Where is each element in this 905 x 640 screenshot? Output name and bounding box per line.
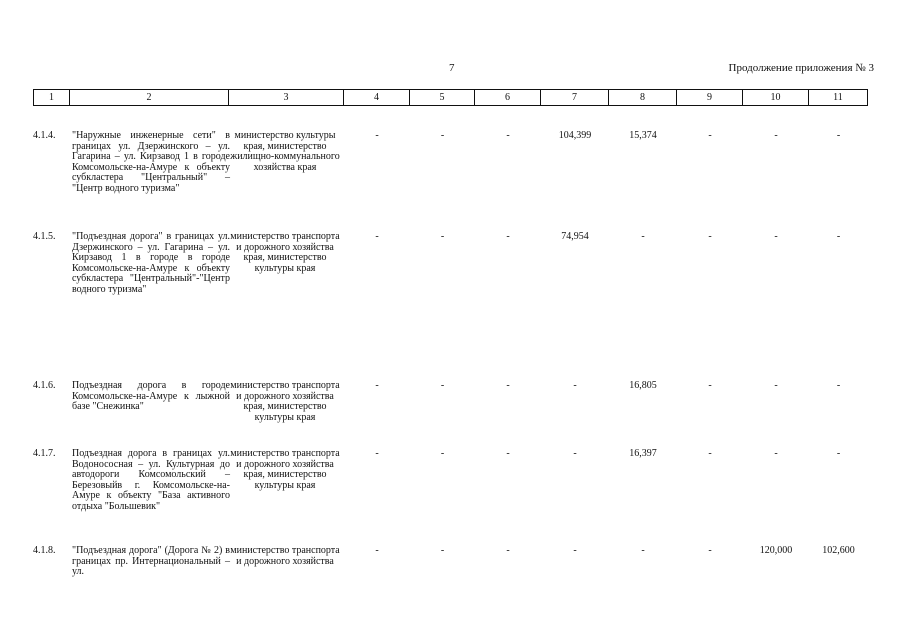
row-value-col11: 102,600 <box>822 545 855 556</box>
header-col-9: 9 <box>677 90 743 106</box>
row-value-col9: - <box>708 130 712 141</box>
header-col-7: 7 <box>541 90 609 106</box>
row-value-col10: 120,000 <box>759 545 793 556</box>
row-value-col6: - <box>506 545 510 556</box>
row-number: 4.1.4. <box>33 130 56 141</box>
header-col-10: 10 <box>743 90 809 106</box>
column-number-header <box>33 89 868 106</box>
row-value-col10: - <box>774 448 778 459</box>
row-number: 4.1.7. <box>33 448 56 459</box>
row-value-col9: - <box>708 545 712 556</box>
row-value-col8: 16,805 <box>629 380 657 391</box>
row-value-col11: - <box>836 448 841 459</box>
row-value-col10: - <box>774 380 778 391</box>
row-value-col4: - <box>375 130 379 141</box>
header-col-8: 8 <box>609 90 677 106</box>
row-value-col4: - <box>375 448 379 459</box>
row-value-col9: - <box>708 380 712 391</box>
row-value-col8: - <box>641 231 645 242</box>
row-value-col6: - <box>506 380 510 391</box>
header-col-3: 3 <box>229 90 344 106</box>
row-value-col10: - <box>774 130 778 141</box>
row-name: Подъездная дорога в границах ул. Водонососная – ул. Культурная до автодороги Комсомольский – Березовыйв г. Комсомольске-на-Амуре к объекту "База активного отдыха "Большевик" <box>72 448 230 512</box>
row-value-col8: 16,397 <box>629 448 657 459</box>
row-value-col9: - <box>708 231 712 242</box>
row-value-col7: 104,399 <box>558 130 592 141</box>
row-name: "Подъездная дорога" (Дорога № 2) в границах пр. Интернациональный –ул. <box>72 545 230 578</box>
row-value-col5: - <box>440 130 445 141</box>
header-col-1: 1 <box>34 90 70 106</box>
row-value-col11: - <box>836 231 841 242</box>
row-executor: министерство транспорта и дорожного хозяйства края, министерство культуры края <box>230 380 340 423</box>
row-name: "Подъездная дорога" в границах ул. Дзержинского – ул. Гагарина – ул. Кирзавод 1 в городе в городе Комсомольске-на-Амуре к объекту субкластера "Центральный"-"Центр водного туризма" <box>72 231 230 295</box>
continuation-label: Продолжение приложения № 3 <box>728 62 874 74</box>
row-value-col11: - <box>836 130 841 141</box>
page-number: 7 <box>449 62 455 74</box>
header-col-2: 2 <box>70 90 229 106</box>
row-value-col5: - <box>440 448 445 459</box>
row-value-col7: - <box>573 448 577 459</box>
header-col-5: 5 <box>410 90 475 106</box>
row-value-col4: - <box>375 380 379 391</box>
row-value-col6: - <box>506 231 510 242</box>
row-value-col9: - <box>708 448 712 459</box>
row-value-col8: 15,374 <box>629 130 657 141</box>
row-value-col8: - <box>641 545 645 556</box>
row-value-col5: - <box>440 545 445 556</box>
row-name: Подъездная дорога в городе Комсомольске-на-Амуре к лыжной базе "Снежинка" <box>72 380 230 413</box>
row-value-col4: - <box>375 231 379 242</box>
row-number: 4.1.6. <box>33 380 56 391</box>
row-value-col5: - <box>440 231 445 242</box>
row-value-col7: - <box>573 545 577 556</box>
row-value-col7: 74,954 <box>561 231 589 242</box>
header-col-4: 4 <box>344 90 410 106</box>
row-value-col7: - <box>573 380 577 391</box>
row-executor: министерство транспорта и дорожного хозяйства края, министерство культуры края <box>230 448 340 491</box>
row-number: 4.1.8. <box>33 545 56 556</box>
row-number: 4.1.5. <box>33 231 56 242</box>
row-value-col11: - <box>836 380 841 391</box>
row-value-col4: - <box>375 545 379 556</box>
row-value-col6: - <box>506 448 510 459</box>
row-value-col10: - <box>774 231 778 242</box>
row-executor: министерство транспорта и дорожного хозяйства <box>230 545 340 567</box>
header-col-6: 6 <box>475 90 541 106</box>
header-col-11: 11 <box>809 90 868 106</box>
row-executor: министерство транспорта и дорожного хозяйства края, министерство культуры края <box>230 231 340 274</box>
row-value-col5: - <box>440 380 445 391</box>
row-executor: министерство культуры края, министерство жилищно-коммунального хозяйства края <box>230 130 340 173</box>
row-name: "Наружные инженерные сети" в границах ул. Дзержинского – ул. Гагарина – ул. Кирзавод 1 в городе Комсомольске-на-Амуре к объекту субкластера "Центральный" – "Центр водного туризма" <box>72 130 230 194</box>
row-value-col6: - <box>506 130 510 141</box>
